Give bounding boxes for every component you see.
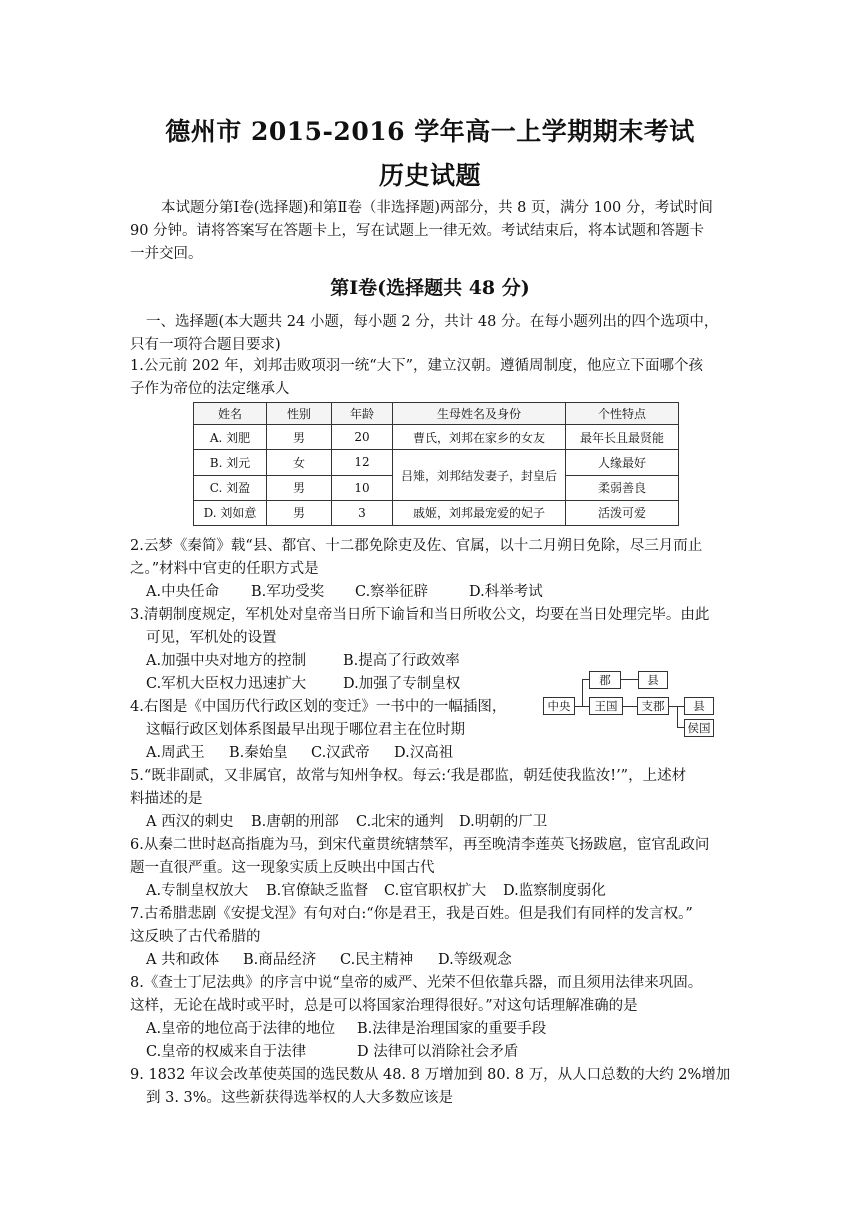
option-d: D 法律可以消除社会矛盾 — [357, 1044, 519, 1060]
table-header-cell: 生母姓名及身份 — [393, 403, 566, 425]
table-cell: 曹氏，刘邦在家乡的女友 — [393, 425, 566, 450]
table-cell: 12 — [332, 450, 393, 475]
question-8-text: 这样，无论在战时或平时，总是可以将国家治理得很好。”对这句话理解准确的是 — [130, 998, 638, 1014]
option-c: C.北宋的通判 — [356, 814, 444, 830]
node-xian: 县 — [638, 671, 668, 689]
option-b: B.商品经济 — [243, 952, 317, 968]
option-c: C.军机大臣权力迅速扩大 — [146, 676, 307, 692]
node-center: 中央 — [543, 697, 575, 715]
table-row — [194, 450, 679, 475]
option-b: B.秦始皇 — [229, 745, 288, 761]
option-a: A.周武王 — [146, 745, 205, 761]
question-4-text: 4.右图是《中国历代行政区划的变迁》一书中的一幅插图， — [130, 699, 507, 715]
node-houguo: 侯国 — [684, 719, 714, 737]
option-d: D.明朝的厂卫 — [459, 814, 548, 830]
connector-line — [574, 706, 582, 707]
table-row — [194, 500, 679, 525]
table-header-cell: 姓名 — [194, 403, 267, 425]
option-c: C.察举征辟 — [355, 584, 429, 600]
table-header-cell: 个性特点 — [566, 403, 679, 425]
question-4-text: 这幅行政区划体系图最早出现于哪位君主在位时期 — [146, 722, 465, 738]
question-9-text: 9. 1832 年议会改革使英国的选民数从 48. 8 万增加到 80. 8 万，从人口总数的大约 2%增加 — [130, 1067, 731, 1083]
table-cell: 3 — [332, 500, 393, 525]
table-cell: 戚姬，刘邦最宠爱的妃子 — [393, 500, 566, 525]
table-header-row — [194, 403, 679, 425]
table-cell: A. 刘肥 — [194, 425, 267, 450]
question-6-text: 题一直很严重。这一现象实质上反映出中国古代 — [130, 860, 435, 876]
question-1-text: 子作为帝位的法定继承人 — [130, 381, 290, 397]
option-a: A 西汉的刺史 — [146, 814, 234, 830]
section-title: 第Ⅰ卷(选择题共 48 分) — [330, 277, 530, 299]
table-row — [194, 425, 679, 450]
option-a: A.加强中央对地方的控制 — [146, 653, 307, 669]
table-cell: 女 — [267, 450, 332, 475]
table-cell: 最年长且最贤能 — [566, 425, 679, 450]
connector-line — [677, 727, 684, 728]
table-cell: 柔弱善良 — [566, 475, 679, 500]
option-c: C.宦官职权扩大 — [384, 883, 487, 899]
connector-line — [582, 679, 583, 707]
connector-line — [582, 706, 589, 707]
question-1-text: 1.公元前 202 年，刘邦击败项羽一统“大下”，建立汉朝。遵循周制度，他应立下面哪个孩 — [130, 358, 704, 374]
connector-line — [620, 679, 638, 680]
connector-line — [668, 706, 684, 707]
intro-line: 90 分钟。请将答案写在答题卡上，写在试题上一律无效。考试结束后，将本试题和答题卡 — [130, 223, 705, 239]
question-9-text: 到 3. 3%。这些新获得选举权的人大多数应该是 — [146, 1090, 454, 1106]
option-d: D.汉高祖 — [394, 745, 454, 761]
table-cell: 人缘最好 — [566, 450, 679, 475]
question-3-text: 可见，军机处的设置 — [146, 630, 277, 646]
question-5-text: 5.“既非副贰，又非属官，故常与知州争权。每云:‘我是郡监，朝廷使我监汝!’”，上述材 — [130, 768, 687, 784]
question-2-text: 之。”材料中官吏的任职方式是 — [130, 561, 319, 577]
option-a: A.专制皇权放大 — [146, 883, 249, 899]
option-d: D.科举考试 — [469, 584, 543, 600]
heir-table — [193, 402, 679, 526]
table-cell: 10 — [332, 475, 393, 500]
intro-line: 本试题分第Ⅰ卷(选择题)和第Ⅱ卷（非选择题)两部分，共 8 页，满分 100 分，考试时间 — [161, 200, 713, 216]
question-2-text: 2.云梦《秦简》载“县、都官、十二郡免除吏及佐、官属，以十二月朔日免除，尽三月而止 — [130, 538, 703, 554]
option-b: B.唐朝的刑部 — [251, 814, 339, 830]
instruction-line: 一、选择题(本大题共 24 小题，每小题 2 分，共计 48 分。在每小题列出的四个选项中， — [146, 314, 719, 330]
option-b: B.法律是治理国家的重要手段 — [357, 1021, 547, 1037]
node-zhijun: 支郡 — [637, 697, 669, 715]
option-a: A 共和政体 — [146, 952, 220, 968]
option-c: C.汉武帝 — [311, 745, 370, 761]
question-7-text: 这反映了古代希腊的 — [130, 929, 261, 945]
question-6-text: 6.从秦二世时赵高指鹿为马，到宋代童贯统辖禁军，再至晚清李莲英飞扬跋扈，宦官乱政问 — [130, 837, 710, 853]
question-7-text: 7.古希腊悲剧《安提戈涅》有句对白:“你是君王，我是百姓。但是我们有同样的发言权。” — [130, 906, 693, 922]
table-cell: 吕雉，刘邦结发妻子，封皇后 — [393, 450, 566, 501]
table-header-cell: 年龄 — [332, 403, 393, 425]
table-cell: 男 — [267, 425, 332, 450]
question-5-text: 料描述的是 — [130, 791, 203, 807]
table-cell: C. 刘盈 — [194, 475, 267, 500]
node-wangguo: 王国 — [589, 697, 623, 715]
table-cell: 20 — [332, 425, 393, 450]
instruction-line: 只有一项符合题目要求) — [130, 337, 281, 353]
option-b: B.官僚缺乏监督 — [266, 883, 369, 899]
question-3-text: 3.清朝制度规定，军机处对皇帝当日所下谕旨和当日所收公文，均要在当日处理完毕。由此 — [130, 607, 710, 623]
option-d: D.等级观念 — [438, 952, 512, 968]
table-header-cell: 性别 — [267, 403, 332, 425]
option-d: D.加强了专制皇权 — [343, 676, 461, 692]
exam-title: 德州市 2015-2016 学年高一上学期期末考试 — [165, 117, 695, 146]
option-c: C.皇帝的权威来自于法律 — [146, 1044, 307, 1060]
node-xian-2: 县 — [684, 697, 714, 715]
table-cell: 男 — [267, 475, 332, 500]
table-cell: D. 刘如意 — [194, 500, 267, 525]
exam-subtitle: 历史试题 — [378, 161, 481, 190]
table-cell: B. 刘元 — [194, 450, 267, 475]
admin-hierarchy-diagram — [543, 670, 723, 740]
option-d: D.监察制度弱化 — [503, 883, 606, 899]
connector-line — [677, 706, 678, 727]
option-a: A.皇帝的地位高于法律的地位 — [146, 1021, 336, 1037]
intro-line: 一并交回。 — [130, 246, 203, 262]
connector-line — [622, 706, 637, 707]
option-a: A.中央任命 — [146, 584, 220, 600]
node-jun: 郡 — [589, 671, 621, 689]
option-b: B.军功受奖 — [251, 584, 325, 600]
option-c: C.民主精神 — [340, 952, 414, 968]
table-cell: 活泼可爱 — [566, 500, 679, 525]
table-cell: 男 — [267, 500, 332, 525]
connector-line — [582, 679, 589, 680]
question-8-text: 8.《查士丁尼法典》的序言中说“皇帝的威严、光荣不但依靠兵器，而且须用法律来巩固。 — [130, 975, 703, 991]
option-b: B.提高了行政效率 — [343, 653, 460, 669]
